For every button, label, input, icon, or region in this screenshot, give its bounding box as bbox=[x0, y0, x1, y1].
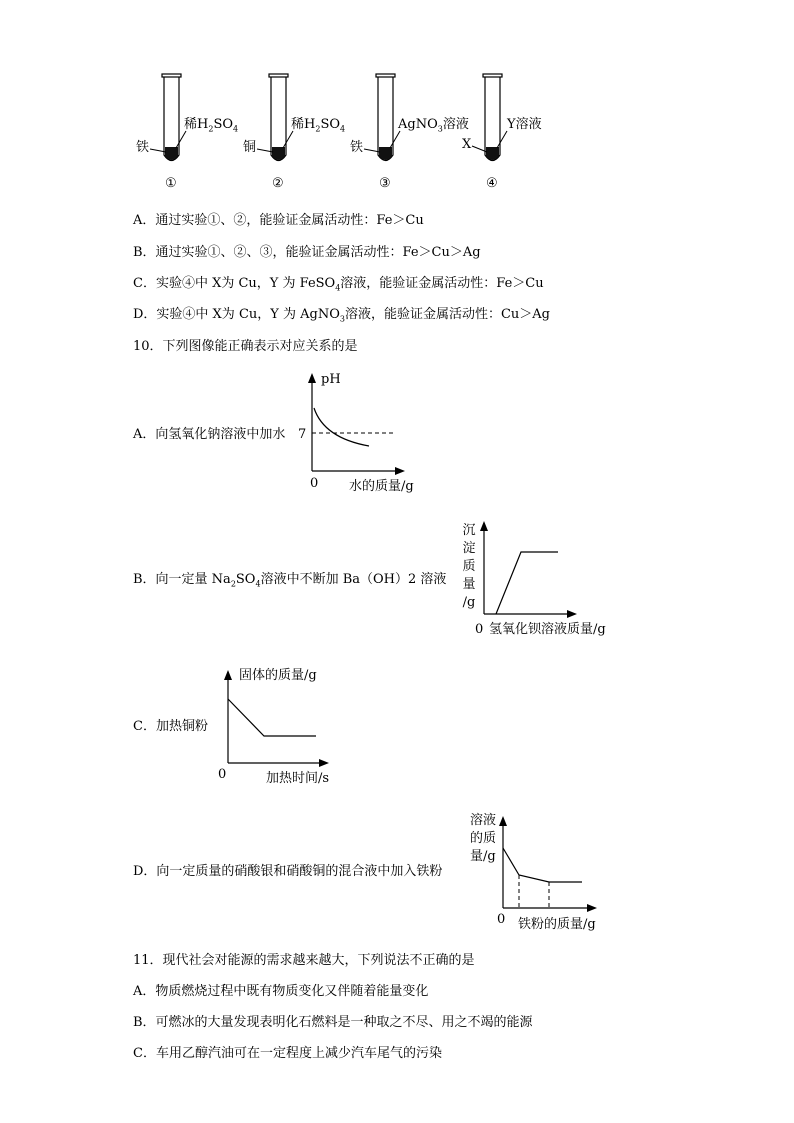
q10-option-b-mid: SO bbox=[235, 572, 256, 587]
tube2-metal-label: 铜 bbox=[243, 140, 257, 155]
chart-b-xlabel: 氢氧化钡溶液质量/g bbox=[489, 622, 606, 637]
tube2-reagent-sub2: 4 bbox=[340, 124, 346, 134]
chart-d-x-arrow bbox=[587, 904, 597, 912]
chart-a-ylabel: pH bbox=[321, 372, 341, 387]
chart-c-origin: 0 bbox=[218, 767, 227, 782]
q10-option-a: A．向氢氧化钠溶液中加水 bbox=[133, 427, 286, 442]
tube1-reagent-part: 稀H bbox=[184, 117, 209, 132]
q11-option-b: B．可燃冰的大量发现表明化石燃料是一种取之不尽、用之不竭的能源 bbox=[133, 1015, 533, 1030]
chart-d-ylabel-line-1: 溶液 bbox=[470, 813, 497, 828]
chart-c-ylabel: 固体的质量/g bbox=[239, 668, 317, 683]
tube1-number: ① bbox=[165, 176, 177, 191]
q11-option-a: A．物质燃烧过程中既有物质变化又伴随着能量变化 bbox=[133, 984, 429, 999]
chart-b-ylabel-line-1: 沉 bbox=[462, 523, 476, 538]
chart-d-ylabel bbox=[470, 812, 496, 866]
chart-b-ylabel-line-5: /g bbox=[462, 595, 476, 610]
tube1-reagent-sub: 2 bbox=[208, 124, 214, 134]
tube1-metal-label: 铁 bbox=[136, 140, 150, 155]
chart-d-y-arrow bbox=[499, 816, 507, 826]
q9-option-c-sub: 4 bbox=[335, 283, 341, 293]
chart-d-ylabel-line-2: 的质 bbox=[470, 831, 497, 846]
tube2-reagent-part: 稀H bbox=[291, 117, 316, 132]
tube4-metal-label: X bbox=[462, 137, 472, 152]
q10-option-c: C．加热铜粉 bbox=[133, 719, 208, 734]
chart-a-origin: 0 bbox=[310, 476, 319, 491]
q10-option-b-sub1: 2 bbox=[230, 579, 236, 589]
chart-d-origin: 0 bbox=[497, 912, 506, 927]
q10-option-b-post: 溶液中不断加 Ba（OH）2 溶液 bbox=[260, 572, 447, 587]
tube1-reagent-tail: SO bbox=[213, 117, 234, 132]
tube4-number: ④ bbox=[486, 176, 498, 191]
chart-c-xlabel: 加热时间/s bbox=[266, 771, 330, 786]
q9-option-d-sub: 3 bbox=[339, 314, 345, 324]
tube3-number: ③ bbox=[379, 176, 391, 191]
tube4-reagent-label: Y溶液 bbox=[507, 117, 542, 132]
q9-option-c-post: 溶液，能验证金属活动性：Fe＞Cu bbox=[340, 276, 544, 291]
chart-a-ref-label: 7 bbox=[298, 427, 307, 442]
q9-option-b: B．通过实验①、②、③，能验证金属活动性：Fe＞Cu＞Ag bbox=[133, 245, 481, 260]
tube3-metal-label: 铁 bbox=[350, 140, 364, 155]
q9-option-d-pre: D．实验④中 X为 Cu，Y 为 AgNO bbox=[133, 307, 340, 322]
q9-option-d-post: 溶液，能验证金属活动性：Cu＞Ag bbox=[344, 307, 550, 322]
tube2-number: ② bbox=[272, 176, 284, 191]
tube2-reagent-sub: 2 bbox=[315, 124, 321, 134]
chart-d-ylabel-line-3: 量/g bbox=[470, 849, 496, 864]
q10-option-d: D．向一定质量的硝酸银和硝酸铜的混合液中加入铁粉 bbox=[133, 864, 443, 879]
tube1-reagent-sub2: 4 bbox=[233, 124, 239, 134]
q10-option-b-pre: B．向一定量 Na bbox=[133, 572, 231, 587]
tube3-reagent-tail: 溶液 bbox=[442, 117, 469, 132]
chart-b-origin: 0 bbox=[475, 622, 484, 637]
q9-option-a: A．通过实验①、②，能验证金属活动性：Fe＞Cu bbox=[133, 213, 424, 228]
tube3-reagent-sub: 3 bbox=[437, 124, 443, 134]
q9-option-c-pre: C．实验④中 X为 Cu，Y 为 FeSO bbox=[133, 276, 336, 291]
chart-b-ylabel-line-2: 淀 bbox=[462, 541, 476, 556]
tube3-reagent-part: AgNO bbox=[398, 117, 438, 132]
chart-a-xlabel: 水的质量/g bbox=[349, 479, 414, 494]
tube2-reagent-tail: SO bbox=[320, 117, 341, 132]
chart-d-curve bbox=[503, 848, 582, 882]
q11-stem: 11．现代社会对能源的需求越来越大，下列说法不正确的是 bbox=[133, 953, 475, 968]
chart-d-xlabel: 铁粉的质量/g bbox=[518, 917, 596, 932]
q10-option-b-sub2: 4 bbox=[255, 579, 261, 589]
q10-stem: 10．下列图像能正确表示对应关系的是 bbox=[133, 339, 358, 354]
q11-option-c: C．车用乙醇汽油可在一定程度上减少汽车尾气的污染 bbox=[133, 1046, 442, 1061]
chart-b-ylabel-line-3: 质 bbox=[462, 559, 476, 574]
chart-b-ylabel-line-4: 量 bbox=[462, 577, 476, 592]
